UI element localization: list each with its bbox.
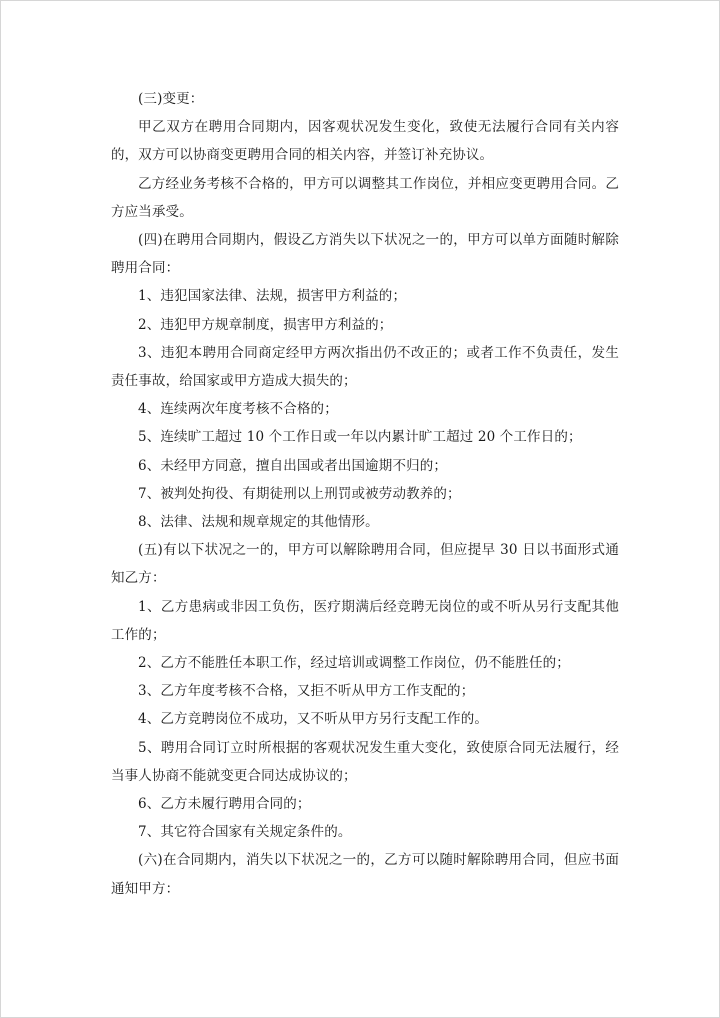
document-body: [111, 85, 619, 903]
list-item: 7、被判处拘役、有期徒刑以上刑罚或被劳动教养的；: [138, 485, 461, 502]
list-item: 1、违犯国家法律、法规，损害甲方利益的；: [138, 288, 407, 305]
list-item: 3、乙方年度考核不合格，又拒不听从甲方工作支配的；: [138, 683, 475, 700]
list-item: 5、连续旷工超过 10 个工作日或一年以内累计旷工超过 20 个工作日的；: [138, 429, 582, 446]
list-item: 1、乙方患病或非因工负伤，医疗期满后经竞聘无岗位的或不听从另行支配其他工作的；: [111, 598, 619, 643]
paragraph: 甲乙双方在聘用合同期内，因客观状况发生变化，致使无法履行合同有关内容的，双方可以协商变更聘用合同的相关内容，并签订补充协议。: [111, 119, 619, 164]
section-heading-change: (三)变更：: [138, 91, 204, 107]
section-heading-notice-termination: (五)有以下状况之一的，甲方可以解除聘用合同，但应提早 30 日以书面形式通知乙方：: [111, 542, 619, 587]
list-item: 3、违犯本聘用合同商定经甲方两次指出仍不改正的；或者工作不负责任，发生责任事故，给国家或甲方造成大损失的；: [111, 344, 619, 390]
list-item: 2、违犯甲方规章制度，损害甲方利益的；: [138, 316, 393, 333]
list-item: 2、乙方不能胜任本职工作，经过培训或调整工作岗位，仍不能胜任的；: [138, 655, 570, 672]
list-item: 8、法律、法规和规章规定的其他情形。: [138, 514, 379, 531]
section-heading-party-b-termination: (六)在合同期内，消失以下状况之一的，乙方可以随时解除聘用合同，但应书面通知甲方：: [111, 852, 619, 897]
paragraph: 乙方经业务考核不合格的，甲方可以调整其工作岗位，并相应变更聘用合同。乙方应当承受。: [111, 175, 619, 220]
list-item: 4、连续两次年度考核不合格的；: [138, 401, 338, 418]
section-heading-unilateral-termination: (四)在聘用合同期内，假设乙方消失以下状况之一的，甲方可以单方面随时解除聘用合同：: [111, 232, 619, 277]
list-item: 6、乙方未履行聘用合同的；: [138, 796, 311, 813]
list-item: 5、聘用合同订立时所根据的客观状况发生重大变化，致使原合同无法履行，经当事人协商不能就变更合同达成协议的；: [111, 739, 619, 784]
list-item: 6、未经甲方同意，擅自出国或者出国逾期不归的；: [138, 457, 448, 474]
list-item: 4、乙方竞聘岗位不成功，又不听从甲方另行支配工作的。: [138, 711, 488, 728]
list-item: 7、其它符合国家有关规定条件的。: [138, 824, 352, 841]
